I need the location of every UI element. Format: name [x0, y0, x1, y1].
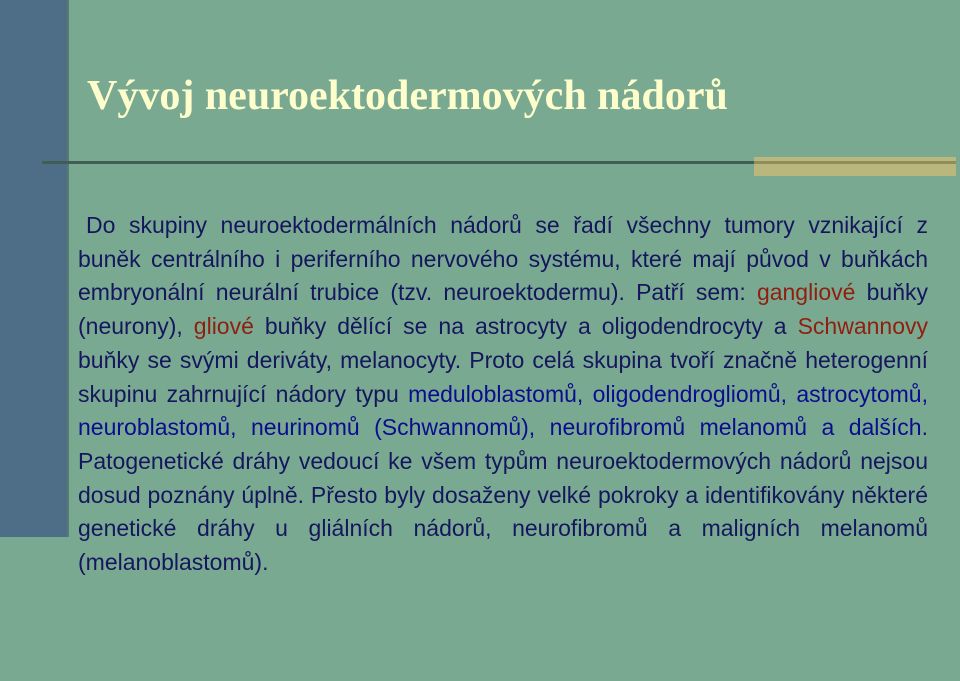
body-text-segment: buňky se svými deriváty, melanocyty. Proto celá skupina tvoří značně heterogenní skupinu zahrnující nádory typu: [78, 346, 928, 407]
title-divider-accent-line: [754, 161, 956, 164]
slide-title: Vývoj neuroektodermových nádorů: [87, 73, 728, 119]
highlight-gliove: gliové: [193, 313, 254, 340]
side-accent-bar-edge: [67, 0, 69, 537]
body-text-segment: Do skupiny neuroektodermálních nádorů se řadí všechny tumory vznikající z buněk centrálního i periferního nervového systému, které mají původ v buňkách embryonální neurální trubice (tzv. neuroektodermu). Patří sem:: [78, 212, 928, 306]
slide-body-paragraph: [78, 209, 928, 580]
body-text-segment: buňky (neurony),: [78, 279, 928, 340]
highlight-schwannovy: Schwannovy: [797, 313, 928, 340]
body-text-segment: . Patogenetické dráhy vedoucí ke všem typům neuroektodermových nádorů nejsou dosud poznány úplně. Přesto byly dosaženy velké pokroky a identifikovány některé genetické dráhy u gliálních nádorů, neurofibromů a maligních melanomů (melanoblastomů).: [78, 414, 928, 576]
highlight-gangliove: gangliové: [756, 279, 856, 306]
side-accent-bar: [0, 0, 67, 537]
highlight-tumor-list: meduloblastomů, oligodendrogliomů, astrocytomů, neuroblastomů, neurinomů (Schwannomů), neurofibromů melanomů a dalších: [78, 380, 928, 441]
body-text-segment: buňky dělící se na astrocyty a oligodendrocyty a: [253, 313, 798, 340]
title-divider-accent: [754, 157, 956, 176]
